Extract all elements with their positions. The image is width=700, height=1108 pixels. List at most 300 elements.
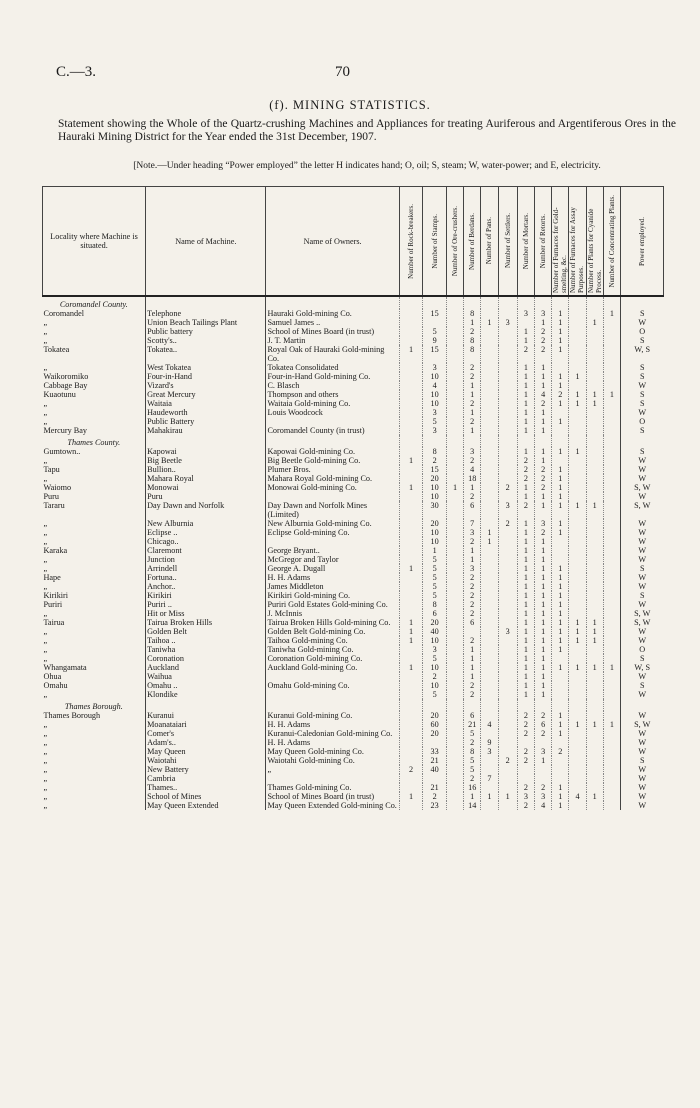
count-cell (481, 591, 498, 600)
count-cell (399, 465, 423, 474)
count-cell: 1 (517, 636, 534, 645)
count-cell: 5 (464, 756, 481, 765)
owner-cell: J. T. Martin (266, 336, 399, 345)
count-cell (446, 636, 463, 645)
count-cell (481, 474, 498, 483)
count-cell: 15 (423, 309, 447, 318)
section-heading-row (43, 435, 664, 447)
owner-cell: Auckland Gold-mining Co. (266, 663, 399, 672)
table-row (43, 399, 664, 408)
count-cell: 5 (423, 582, 447, 591)
power-cell: O (620, 645, 663, 654)
count-cell (498, 774, 517, 783)
count-cell (586, 528, 603, 537)
count-cell (481, 627, 498, 636)
count-cell: 1 (535, 756, 552, 765)
count-cell: 1 (569, 663, 586, 672)
count-cell: 1 (552, 720, 569, 729)
count-cell (603, 447, 620, 456)
count-cell (446, 801, 463, 810)
count-cell (569, 747, 586, 756)
machine-cell: Vizard's (146, 381, 266, 390)
machine-cell: West Tokatea (146, 363, 266, 372)
count-cell: 1 (535, 645, 552, 654)
machine-cell: Golden Belt (146, 627, 266, 636)
locality-cell: Hape (43, 573, 61, 582)
count-cell (569, 756, 586, 765)
table-row (43, 447, 664, 456)
count-cell: 10 (423, 372, 447, 381)
count-cell (569, 408, 586, 417)
count-cell (552, 426, 569, 435)
count-cell: 3 (535, 747, 552, 756)
count-cell (552, 363, 569, 372)
machine-cell: Big Beetle (146, 456, 266, 465)
machine-cell: Kapowai (146, 447, 266, 456)
locality-cell: „ (43, 747, 48, 756)
count-cell (569, 783, 586, 792)
count-cell (399, 327, 423, 336)
count-cell: 4 (464, 465, 481, 474)
count-cell: 1 (586, 501, 603, 519)
power-cell: S (620, 336, 663, 345)
count-cell (586, 681, 603, 690)
count-cell (603, 336, 620, 345)
count-cell (603, 381, 620, 390)
count-cell (481, 573, 498, 582)
count-cell (481, 399, 498, 408)
count-cell (446, 690, 463, 699)
table-row (43, 582, 664, 591)
power-cell: W (620, 528, 663, 537)
machine-cell: Telephone (146, 309, 266, 318)
machine-cell: Waiotahi (146, 756, 266, 765)
count-cell (603, 756, 620, 765)
count-cell (498, 690, 517, 699)
count-cell: 1 (464, 318, 481, 327)
count-cell (552, 456, 569, 465)
count-cell: 1 (603, 663, 620, 672)
count-cell (498, 537, 517, 546)
count-cell (399, 372, 423, 381)
count-cell: 2 (464, 456, 481, 465)
table-row (43, 627, 664, 636)
count-cell (399, 738, 423, 747)
count-cell: 2 (535, 474, 552, 483)
count-cell (498, 399, 517, 408)
count-cell (498, 801, 517, 810)
count-cell: 1 (464, 672, 481, 681)
table-row (43, 501, 664, 519)
count-cell (399, 711, 423, 720)
count-cell (552, 408, 569, 417)
count-cell (498, 408, 517, 417)
count-cell (481, 636, 498, 645)
count-cell (464, 627, 481, 636)
owner-cell: May Queen Gold-mining Co. (266, 747, 399, 756)
owner-cell: Waiotahi Gold-mining Co. (266, 756, 399, 765)
count-cell (446, 573, 463, 582)
owner-cell: Samuel James .. (266, 318, 399, 327)
table-row (43, 738, 664, 747)
machine-cell: Omahu .. (146, 681, 266, 690)
count-cell: 1 (399, 636, 423, 645)
machine-cell: Comer's (146, 729, 266, 738)
count-cell (481, 801, 498, 810)
count-cell (552, 654, 569, 663)
count-cell (552, 756, 569, 765)
count-cell: 3 (498, 318, 517, 327)
count-cell: 1 (552, 591, 569, 600)
owner-cell: Golden Belt Gold-mining Co. (266, 627, 399, 636)
locality-cell: „ (43, 609, 48, 618)
header-count-label: Number of Berdans. (468, 212, 477, 270)
machine-cell: Scotty's.. (146, 336, 266, 345)
owner-cell: Four-in-Hand Gold-mining Co. (266, 372, 399, 381)
count-cell: 1 (464, 546, 481, 555)
count-cell (603, 318, 620, 327)
count-cell (603, 765, 620, 774)
count-cell (481, 345, 498, 363)
count-cell (498, 645, 517, 654)
count-cell (399, 747, 423, 756)
table-row (43, 756, 664, 765)
count-cell (498, 618, 517, 627)
count-cell (603, 537, 620, 546)
count-cell (569, 591, 586, 600)
count-cell (498, 546, 517, 555)
count-cell (446, 609, 463, 618)
power-cell: W (620, 729, 663, 738)
owner-cell: Thompson and others (266, 390, 399, 399)
count-cell (481, 555, 498, 564)
machine-cell: Hit or Miss (146, 609, 266, 618)
locality-cell: Tokatea (43, 345, 70, 354)
count-cell: 3 (423, 408, 447, 417)
machine-cell: Great Mercury (146, 390, 266, 399)
count-cell: 2 (464, 363, 481, 372)
table-row (43, 765, 664, 774)
count-cell: 3 (423, 426, 447, 435)
count-cell: 2 (464, 573, 481, 582)
count-cell: 1 (464, 381, 481, 390)
header-count-3 (464, 187, 481, 297)
count-cell: 1 (552, 345, 569, 363)
power-cell: W (620, 690, 663, 699)
count-cell: 1 (552, 783, 569, 792)
count-cell: 1 (535, 537, 552, 546)
count-cell: 1 (552, 792, 569, 801)
count-cell: 1 (399, 564, 423, 573)
machine-cell: Claremont (146, 546, 266, 555)
header-power (620, 187, 663, 297)
locality-cell: Karaka (43, 546, 68, 555)
power-cell: W (620, 546, 663, 555)
owner-cell: School of Mines Board (in trust) (266, 792, 399, 801)
count-cell: 21 (423, 756, 447, 765)
table-row (43, 363, 664, 372)
count-cell: 1 (399, 792, 423, 801)
machine-cell: Coronation (146, 654, 266, 663)
count-cell (399, 519, 423, 528)
count-cell (446, 681, 463, 690)
owner-cell: Kuranui Gold-mining Co. (266, 711, 399, 720)
count-cell (552, 765, 569, 774)
header-count-label: Number of Furnaces for Gold-smelting, &c. (552, 207, 569, 293)
count-cell: 16 (464, 783, 481, 792)
owner-cell: Day Dawn and Norfolk Mines (Limited) (266, 501, 399, 519)
count-cell (399, 492, 423, 501)
header-count-9 (569, 187, 586, 297)
section-title: (f). MINING STATISTICS. (269, 98, 431, 112)
count-cell (423, 738, 447, 747)
locality-cell: Waikoromiko (43, 372, 89, 381)
count-cell (569, 573, 586, 582)
count-cell (603, 528, 620, 537)
header-count-5 (498, 187, 517, 297)
machine-cell: Taihoa .. (146, 636, 266, 645)
count-cell (603, 600, 620, 609)
count-cell: 1 (517, 417, 534, 426)
count-cell (399, 555, 423, 564)
count-cell (481, 372, 498, 381)
power-cell: W (620, 474, 663, 483)
count-cell (569, 654, 586, 663)
owner-cell: James Middleton (266, 582, 399, 591)
locality-cell: „ (43, 654, 48, 663)
header-count-label: Number of Furnaces for Assay Purposes. (569, 207, 586, 293)
locality-cell: „ (43, 456, 48, 465)
machine-cell: Klondike (146, 690, 266, 699)
locality-cell: „ (43, 417, 48, 426)
count-cell (603, 690, 620, 699)
count-cell: 2 (423, 672, 447, 681)
owner-cell: H. H. Adams (266, 573, 399, 582)
count-cell: 1 (569, 447, 586, 456)
count-cell (498, 309, 517, 318)
count-cell (399, 600, 423, 609)
count-cell (481, 783, 498, 792)
owner-cell: Big Beetle Gold-mining Co. (266, 456, 399, 465)
machine-cell: Waihua (146, 672, 266, 681)
count-cell: 1 (569, 627, 586, 636)
count-cell: 2 (535, 327, 552, 336)
count-cell (399, 573, 423, 582)
locality-cell: „ (43, 363, 48, 372)
count-cell: 1 (464, 408, 481, 417)
count-cell: 1 (517, 537, 534, 546)
power-cell: S (620, 399, 663, 408)
owner-cell: School of Mines Board (in trust) (266, 327, 399, 336)
count-cell (446, 663, 463, 672)
count-cell (569, 456, 586, 465)
count-cell (446, 501, 463, 519)
count-cell: 1 (535, 456, 552, 465)
power-cell: W, S (620, 345, 663, 363)
count-cell (399, 363, 423, 372)
count-cell: 6 (464, 711, 481, 720)
machine-cell: Adam's.. (146, 738, 266, 747)
count-cell (603, 681, 620, 690)
count-cell (517, 318, 534, 327)
count-cell (399, 546, 423, 555)
locality-cell: Coromandel (43, 309, 84, 318)
count-cell: 1 (535, 492, 552, 501)
count-cell (603, 747, 620, 756)
count-cell (446, 792, 463, 801)
count-cell (446, 654, 463, 663)
machine-cell: Mahara Royal (146, 474, 266, 483)
count-cell: 4 (481, 720, 498, 729)
machine-cell: New Alburnia (146, 519, 266, 528)
owner-cell (266, 690, 399, 699)
count-cell (569, 528, 586, 537)
count-cell (498, 672, 517, 681)
section-heading: Thames County. (67, 438, 121, 447)
count-cell: 2 (517, 711, 534, 720)
count-cell: 1 (517, 573, 534, 582)
header-count-10 (586, 187, 603, 297)
count-cell (586, 711, 603, 720)
count-cell: 3 (423, 645, 447, 654)
count-cell (446, 747, 463, 756)
owner-cell: Taihoa Gold-mining Co. (266, 636, 399, 645)
count-cell (498, 447, 517, 456)
count-cell: 1 (569, 618, 586, 627)
count-cell: 1 (517, 483, 534, 492)
count-cell: 1 (586, 663, 603, 672)
count-cell: 2 (517, 456, 534, 465)
count-cell: 8 (464, 345, 481, 363)
owner-cell (266, 672, 399, 681)
power-cell: S (620, 564, 663, 573)
count-cell (446, 711, 463, 720)
count-cell: 1 (552, 636, 569, 645)
count-cell: 2 (517, 756, 534, 765)
count-cell (586, 426, 603, 435)
count-cell: 1 (552, 645, 569, 654)
page-id: C.—3. (56, 64, 97, 80)
power-cell: S (620, 756, 663, 765)
count-cell (481, 654, 498, 663)
count-cell (603, 711, 620, 720)
count-cell (603, 609, 620, 618)
count-cell (423, 318, 447, 327)
count-cell (586, 573, 603, 582)
count-cell (569, 729, 586, 738)
locality-cell: „ (43, 519, 48, 528)
count-cell: 1 (517, 582, 534, 591)
count-cell: 5 (423, 555, 447, 564)
count-cell (603, 645, 620, 654)
count-cell (586, 309, 603, 318)
count-cell (399, 528, 423, 537)
header-count-1 (423, 187, 447, 297)
count-cell: 1 (552, 582, 569, 591)
count-cell: 1 (517, 327, 534, 336)
count-cell: 1 (552, 399, 569, 408)
count-cell (586, 783, 603, 792)
count-cell: 1 (464, 654, 481, 663)
count-cell: 33 (423, 747, 447, 756)
count-cell: 3 (517, 309, 534, 318)
table-row (43, 747, 664, 756)
count-cell (399, 756, 423, 765)
count-cell (603, 417, 620, 426)
locality-cell: „ (43, 783, 48, 792)
count-cell (446, 318, 463, 327)
locality-cell: Puru (43, 492, 59, 501)
count-cell: 1 (517, 627, 534, 636)
count-cell: 4 (569, 792, 586, 801)
count-cell: 1 (446, 483, 463, 492)
count-cell: 1 (535, 663, 552, 672)
power-cell: W (620, 537, 663, 546)
count-cell: 1 (552, 474, 569, 483)
header-locality: Locality where Machine is situated. (43, 187, 146, 297)
count-cell: 2 (464, 774, 481, 783)
count-cell (446, 783, 463, 792)
count-cell (586, 738, 603, 747)
count-cell: 1 (399, 456, 423, 465)
count-cell (481, 681, 498, 690)
count-cell (446, 417, 463, 426)
header-count-label: Number of Settlers. (503, 213, 512, 269)
count-cell (399, 474, 423, 483)
count-cell: 1 (552, 318, 569, 327)
count-cell: 1 (586, 399, 603, 408)
count-cell (446, 474, 463, 483)
count-cell: 1 (535, 318, 552, 327)
locality-cell: Tapu (43, 465, 60, 474)
count-cell: 1 (399, 663, 423, 672)
count-cell (569, 381, 586, 390)
table-row (43, 492, 664, 501)
count-cell: 40 (423, 765, 447, 774)
count-cell (569, 672, 586, 681)
count-cell (446, 345, 463, 363)
count-cell: 1 (517, 564, 534, 573)
count-cell (498, 747, 517, 756)
power-cell: S (620, 591, 663, 600)
table-row (43, 426, 664, 435)
count-cell (399, 426, 423, 435)
owner-cell: Plumer Bros. (266, 465, 399, 474)
count-cell (586, 519, 603, 528)
count-cell (399, 654, 423, 663)
table-row (43, 591, 664, 600)
machine-cell: Kuranui (146, 711, 266, 720)
count-cell (446, 381, 463, 390)
count-cell: 6 (464, 501, 481, 519)
count-cell: 1 (535, 501, 552, 519)
owner-cell: Tairua Broken Hills Gold-mining Co. (266, 618, 399, 627)
machine-cell: Fortuna.. (146, 573, 266, 582)
mining-statistics-table (42, 186, 664, 810)
count-cell (498, 738, 517, 747)
count-cell: 1 (423, 546, 447, 555)
count-cell: 1 (586, 318, 603, 327)
count-cell: 1 (517, 390, 534, 399)
owner-cell (266, 774, 399, 783)
count-cell (517, 765, 534, 774)
count-cell: 2 (535, 711, 552, 720)
locality-cell: „ (43, 582, 48, 591)
count-cell (552, 537, 569, 546)
count-cell (498, 417, 517, 426)
machine-cell: Mahakirau (146, 426, 266, 435)
locality-cell: Cabbage Bay (43, 381, 88, 390)
